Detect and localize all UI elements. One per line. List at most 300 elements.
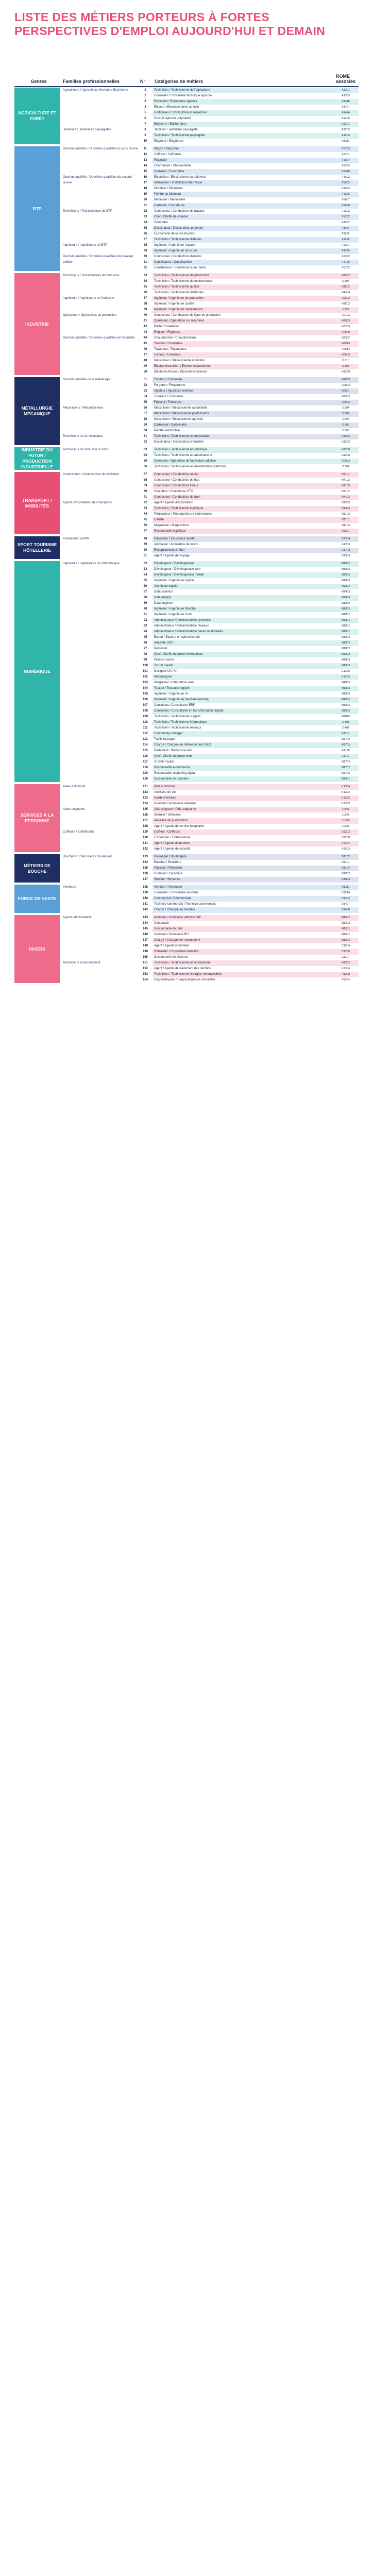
category-cell: Canalisateur / Canalisatrice	[152, 260, 333, 265]
category-cell: Technicien / Technicienne informatique	[152, 720, 333, 725]
table-row	[61, 907, 359, 913]
rome-cell: D1208	[341, 836, 350, 839]
rome-cell: F1103	[342, 221, 350, 224]
family-cell: Ouvriers qualifiés / Ouvrières qualifiées du gros œuvre	[63, 147, 138, 150]
num-cell: 118	[143, 766, 148, 769]
rome-cell: F1602	[342, 176, 350, 179]
category-cell: Développeur / Développeuse	[152, 561, 333, 567]
category-cell: Fondeur / Fondeuse	[152, 377, 333, 383]
rome-cell: C1504	[341, 944, 350, 947]
rome-cell: M1805	[341, 692, 350, 696]
category-cell: Mécanicien / Mécanicienne automobile	[154, 406, 208, 410]
num-cell: 57	[143, 412, 147, 415]
rome-cell: H2502	[333, 296, 359, 301]
family-cell	[61, 790, 138, 795]
family-cell	[61, 907, 138, 913]
rome-cell: H1208	[333, 447, 359, 453]
family-cell	[61, 623, 138, 629]
table-row	[61, 771, 359, 776]
category-cell: Technicien / Technicienne de production	[152, 273, 333, 279]
num-cell: 149	[142, 950, 148, 953]
category-cell: Horticulteur / Horticultrice et maraîcher	[152, 110, 333, 116]
rome-cell: H1208	[341, 370, 350, 374]
category-cell: Agent / Agente d'entretien	[152, 841, 333, 846]
table-row	[61, 896, 359, 902]
category-cell: Agent / Agente immobilier	[154, 944, 190, 947]
category-cell: Comptable	[154, 922, 169, 925]
num-cell: 120	[142, 777, 148, 781]
num-cell: 116	[143, 755, 148, 758]
genre-label: BTP	[14, 146, 60, 271]
num-cell: 30	[143, 255, 147, 258]
rome-cell: M1403	[341, 590, 350, 594]
rome-cell: N4403	[333, 495, 359, 500]
rome-cell: H2903	[333, 318, 359, 324]
family-cell: Techniciens environnement	[63, 961, 100, 964]
rome-cell: H2102	[341, 314, 350, 317]
table-row	[61, 612, 359, 618]
num-cell: 99	[143, 658, 147, 662]
rome-cell: E1101	[333, 754, 359, 759]
num-cell: 38	[143, 302, 147, 306]
num-cell: 90	[143, 607, 147, 611]
table-row	[61, 866, 359, 871]
rome-cell: M1705	[341, 772, 350, 775]
num-cell: 132	[142, 848, 148, 851]
num-cell: 2	[144, 94, 146, 97]
table-row	[61, 478, 359, 483]
num-cell: 125	[142, 808, 148, 811]
rome-cell: G1803	[333, 877, 359, 883]
rome-cell: N1301	[333, 529, 359, 534]
rome-cell: A1407	[342, 106, 350, 109]
table-row	[61, 529, 359, 534]
table-row	[61, 657, 359, 663]
num-cell: 107	[142, 704, 148, 707]
table-row	[61, 301, 359, 307]
table-row	[61, 464, 359, 470]
category-cell: Cuisinier / Cuisinière	[154, 872, 183, 875]
rome-cell: A1405	[342, 117, 350, 120]
family-cell	[61, 453, 138, 459]
category-cell: Community manager	[152, 731, 333, 737]
category-cell: Ingénieur / Ingénieure machine learning	[152, 697, 333, 703]
rome-cell: M1705	[341, 760, 350, 764]
table-row	[61, 169, 359, 175]
family-cell	[61, 428, 138, 434]
num-cell: 32	[143, 266, 147, 269]
num-cell: 152	[142, 967, 148, 970]
table-row	[61, 977, 359, 983]
rome-cell: M1805	[333, 697, 359, 703]
table-row	[61, 652, 359, 657]
category-cell: Agent / Agente d'exploitation	[154, 501, 193, 504]
family-cell: Bouchers / Charcutiers / Boulangers	[63, 855, 113, 858]
table-row	[61, 902, 359, 907]
category-cell: Mécanicien / Mécanicienne industriel	[154, 359, 205, 362]
category-cell: Menuisier / Menuisière	[154, 198, 185, 201]
num-cell: 43	[143, 331, 147, 334]
num-cell: 13	[143, 159, 147, 162]
rome-cell: M1501	[333, 926, 359, 932]
num-cell: 129	[142, 831, 148, 834]
num-cell: 138	[142, 886, 148, 889]
table-row	[61, 388, 359, 394]
num-cell: 71	[143, 496, 147, 499]
rome-cell: I1606	[333, 422, 359, 428]
rome-cell: I1606	[342, 429, 349, 432]
rome-cell: M1705	[341, 738, 350, 741]
num-cell: 128	[142, 825, 148, 828]
col-genre: Genres	[30, 79, 47, 84]
num-cell: 31	[143, 261, 147, 264]
num-cell: 130	[142, 836, 148, 839]
family-cell	[61, 139, 138, 144]
category-cell: Consultant / Consultante ERP	[154, 704, 195, 707]
family-cell	[61, 464, 138, 470]
rome-cell: H2903	[341, 395, 350, 398]
num-cell: 148	[142, 944, 148, 947]
family-cell	[61, 663, 138, 669]
table-row	[61, 601, 359, 606]
family-cell	[61, 214, 138, 220]
table-row	[61, 313, 359, 318]
genre-label: MÉTALLURGIE MÉCANIQUE	[14, 377, 60, 445]
table-row	[61, 720, 359, 725]
table-row	[61, 231, 359, 237]
num-cell: 65	[143, 460, 147, 463]
family-cell	[61, 972, 138, 977]
category-cell: Auxiliaire de vie	[154, 791, 176, 794]
family-cell	[61, 860, 138, 866]
family-cell	[61, 284, 138, 290]
section-btp	[14, 146, 359, 271]
table-row	[61, 296, 359, 301]
category-cell: Assistant / Assistante maternel	[154, 802, 196, 805]
rome-cell: M1801	[333, 618, 359, 623]
family-cell	[61, 584, 138, 589]
section-trans	[14, 472, 359, 534]
category-cell: Expert / Experte en cybersécurité	[154, 636, 200, 639]
num-cell: 81	[143, 554, 147, 557]
table-row	[61, 589, 359, 595]
family-cell	[61, 674, 138, 680]
family-cell: Animateurs sportifs	[63, 537, 90, 540]
category-cell: Opérateur / Opératrice sur machines	[152, 318, 333, 324]
family-cell	[61, 725, 138, 731]
table-row	[61, 483, 359, 489]
family-cell	[61, 926, 138, 932]
family-cell	[61, 383, 138, 388]
rome-cell: H2802	[341, 384, 350, 387]
category-cell: Architecte logiciel	[152, 584, 333, 589]
table-row	[61, 877, 359, 883]
family-cell	[61, 203, 138, 209]
rome-cell: F1603	[333, 180, 359, 186]
num-cell: 56	[143, 406, 147, 410]
category-cell: Constructeur / Constructrice de routes	[154, 266, 207, 269]
num-cell: 89	[143, 602, 147, 605]
category-cell: Pilote d'installation	[154, 325, 180, 328]
table-body	[14, 88, 359, 985]
num-cell: 142	[142, 908, 148, 911]
num-cell: 124	[142, 802, 148, 805]
num-cell: 94	[143, 630, 147, 633]
category-cell: Peintre en bâtiment	[152, 192, 333, 197]
table-row	[61, 163, 359, 169]
rome-cell: D1102	[333, 854, 359, 860]
num-cell: 77	[143, 530, 147, 533]
category-cell: Ingénieur / Ingénieure IA	[154, 692, 188, 696]
table-row	[61, 152, 359, 158]
family-cell	[61, 163, 138, 169]
rome-cell: F1603	[342, 187, 350, 190]
category-cell: Coiffeur / Coiffeuse	[152, 829, 333, 835]
num-cell: 146	[142, 933, 148, 936]
num-cell: 101	[142, 670, 148, 673]
table-row	[61, 890, 359, 896]
rome-cell: F1701	[342, 153, 350, 156]
rome-cell: F1606	[333, 192, 359, 197]
rome-cell: K1303	[342, 802, 350, 805]
family-cell	[61, 606, 138, 612]
category-cell: Carreleur / Carreleuse	[152, 203, 333, 209]
category-cell: Chauffeur / Chauffeuse VTC	[154, 490, 193, 493]
num-cell: 122	[142, 791, 148, 794]
family-cell	[61, 742, 138, 748]
table-row	[61, 417, 359, 422]
rome-cell: M1805	[341, 568, 350, 571]
category-cell: Responsable e-commerce	[152, 765, 333, 771]
category-cell: Conseiller / Conseillère de vente	[154, 891, 199, 894]
family-cell	[61, 93, 138, 99]
num-cell: 76	[143, 524, 147, 527]
category-cell: Product owner	[154, 658, 174, 662]
family-cell	[61, 669, 138, 674]
table-row	[61, 290, 359, 296]
category-cell: Régleur / Régleuse	[152, 330, 333, 335]
category-cell: Ingénieur / Ingénieure travaux	[154, 244, 195, 247]
rome-cell: F1202	[333, 214, 359, 220]
category-cell: Consultant / Consultante en transformation digitale	[152, 708, 333, 714]
num-cell: 145	[142, 927, 148, 930]
genre-label: INDUSTRIE	[14, 273, 60, 375]
family-cell	[61, 318, 138, 324]
num-cell: 24	[143, 221, 147, 224]
table-row	[61, 835, 359, 841]
family-cell	[61, 771, 138, 776]
category-cell: Opérateur / Opératrice de fabrication additive	[152, 459, 333, 464]
num-cell: 126	[142, 814, 148, 817]
category-cell: Agent / Agente de traitement des déchets	[154, 967, 211, 970]
num-cell: 92	[143, 619, 147, 622]
family-cell	[61, 765, 138, 771]
num-cell: 127	[142, 819, 148, 822]
category-cell: Développeur / Développeuse web	[154, 568, 201, 571]
num-cell: 23	[143, 215, 147, 218]
table-row	[61, 116, 359, 122]
category-cell: Conseiller / Conseillère technique agricole	[154, 94, 212, 97]
section-serv	[14, 784, 359, 852]
rome-cell: F1302	[342, 255, 350, 258]
family-cell	[61, 330, 138, 335]
family-cell	[61, 618, 138, 623]
family-cell	[61, 877, 138, 883]
table-row	[61, 943, 359, 949]
category-cell: Designer UX / UI	[154, 670, 178, 673]
table-row	[61, 686, 359, 691]
family-cell	[61, 943, 138, 949]
num-cell: 80	[143, 549, 147, 552]
category-cell: Dessinateur / Dessinatrice industriel	[154, 440, 204, 444]
category-cell: Garde d'enfants	[152, 795, 333, 801]
family-cell	[61, 358, 138, 364]
num-cell: 28	[143, 244, 147, 247]
category-cell: Chef / Cheffe de projet web	[152, 754, 333, 759]
col-num: N°	[140, 79, 146, 84]
family-cell	[61, 439, 138, 445]
table-row	[61, 439, 359, 445]
table-row	[61, 400, 359, 405]
rome-cell: M1802	[333, 640, 359, 646]
table-row	[61, 885, 359, 890]
num-cell: 112	[143, 732, 148, 735]
table-row	[61, 192, 359, 197]
family-cell	[61, 612, 138, 618]
family-cell	[61, 307, 138, 313]
rome-cell: H1208	[333, 972, 359, 977]
family-cell	[61, 801, 138, 807]
section-sport	[14, 536, 359, 559]
table-row	[61, 265, 359, 271]
num-cell: 58	[143, 418, 147, 421]
family-cell: Aides à domicile	[63, 785, 86, 788]
family-cell	[61, 324, 138, 330]
table-row	[61, 122, 359, 127]
genre-label: INDUSTRIE DU FUTUR / PRODUCTION INDUSTRIELLE	[14, 447, 60, 470]
family-cell	[61, 548, 138, 553]
table-row	[61, 489, 359, 495]
family-cell	[61, 529, 138, 534]
table-row	[61, 818, 359, 824]
category-cell: Charpentier / Charpentière	[154, 164, 191, 167]
category-cell: Électricien / Électricienne du bâtiment	[154, 176, 206, 179]
category-cell: Conducteur / Conductrice livreur	[152, 483, 333, 489]
category-cell: Conducteur / Conductrice d'engins	[154, 255, 201, 258]
rome-cell: H1208	[341, 454, 350, 457]
family-cell	[61, 635, 138, 640]
num-cell: 106	[142, 698, 148, 701]
section-vente	[14, 885, 359, 913]
family-cell	[61, 542, 138, 548]
num-cell: 37	[143, 297, 147, 300]
category-cell: Chargé / Chargée de recrutement	[152, 938, 333, 943]
table-row	[61, 383, 359, 388]
num-cell: 34	[143, 280, 147, 283]
rome-cell: M1805	[341, 681, 350, 684]
rome-cell: H1203	[341, 440, 350, 444]
table-row	[61, 506, 359, 512]
genre-label: SPORT TOURISME HÔTELLERIE	[14, 536, 60, 559]
table-row	[61, 495, 359, 500]
table-row	[61, 307, 359, 313]
rome-cell: C1206	[333, 949, 359, 955]
family-cell	[61, 105, 138, 110]
table-row	[61, 422, 359, 428]
num-cell: 119	[143, 772, 148, 775]
rome-cell: A1204	[333, 133, 359, 139]
category-cell: Infirmier / Infirmière	[154, 814, 181, 817]
category-cell: Technicien / Technicienne paysagiste	[152, 133, 333, 139]
family-cell	[61, 646, 138, 652]
num-cell: 150	[142, 956, 148, 959]
table-row	[61, 553, 359, 559]
family-cell: Ouvriers qualifiés / Ouvrières qualifiées des travaux publics	[63, 255, 134, 264]
rome-cell: A1203	[342, 128, 350, 131]
genre-label: NUMÉRIQUE	[14, 561, 60, 782]
family-cell	[61, 776, 138, 782]
category-cell: Analyste SOC	[152, 640, 333, 646]
family-cell: Agriculteurs / Agriculteurs éleveurs / Bûcherons	[63, 89, 128, 92]
col-family: Familles professionnelles	[63, 79, 120, 84]
category-cell: Technicien / Technicienne en mécanique	[152, 434, 333, 439]
num-cell: 117	[143, 760, 148, 764]
category-cell: Chaudronnier / Chaudronnière	[154, 336, 196, 340]
category-cell: Chargé / Chargée de clientèle	[152, 907, 333, 913]
num-cell: 141	[142, 903, 148, 906]
table-row	[61, 812, 359, 818]
rome-cell: M1801	[341, 613, 350, 616]
category-cell: Chargé / Chargée de référencement SEO	[152, 742, 333, 748]
num-cell: 121	[142, 785, 148, 788]
genre-label: MÉTIERS DE BOUCHE	[14, 854, 60, 883]
category-cell: Chef / Cheffe de projet informatique	[152, 652, 333, 657]
rome-cell: J1501	[333, 807, 359, 812]
num-cell: 96	[143, 641, 147, 645]
family-cell	[61, 301, 138, 307]
table-row	[61, 972, 359, 977]
family-cell	[61, 478, 138, 483]
family-cell	[61, 818, 138, 824]
num-cell: 68	[143, 479, 147, 482]
table-row	[61, 708, 359, 714]
rome-cell: J1506	[342, 814, 350, 817]
table-row	[61, 932, 359, 938]
rome-cell: A1414	[333, 110, 359, 116]
rome-cell: A1416	[333, 99, 359, 105]
table-row	[61, 273, 359, 279]
family-cell	[61, 578, 138, 584]
section-ind	[14, 273, 359, 375]
family-cell	[61, 703, 138, 708]
rome-cell: D1202	[333, 829, 359, 835]
col-category: Catégories de métiers	[155, 79, 204, 84]
table-row	[61, 691, 359, 697]
category-cell: Technicien / Technicienne en maintenance prédictive	[154, 465, 226, 468]
num-cell: 17	[143, 181, 147, 184]
category-cell: Technicien / Technicienne de maintenance	[154, 280, 212, 283]
table-row	[61, 703, 359, 708]
table-row	[61, 279, 359, 284]
category-cell: Réceptionniste d'hôtel	[152, 548, 333, 553]
rome-cell: H2909	[333, 330, 359, 335]
family-cell	[61, 871, 138, 877]
num-cell: 53	[143, 389, 147, 393]
num-cell: 19	[143, 193, 147, 196]
rome-cell: F1106	[333, 237, 359, 243]
category-cell: Agent / Agente de service hospitalier	[154, 825, 205, 828]
rome-cell: D1402	[333, 896, 359, 902]
